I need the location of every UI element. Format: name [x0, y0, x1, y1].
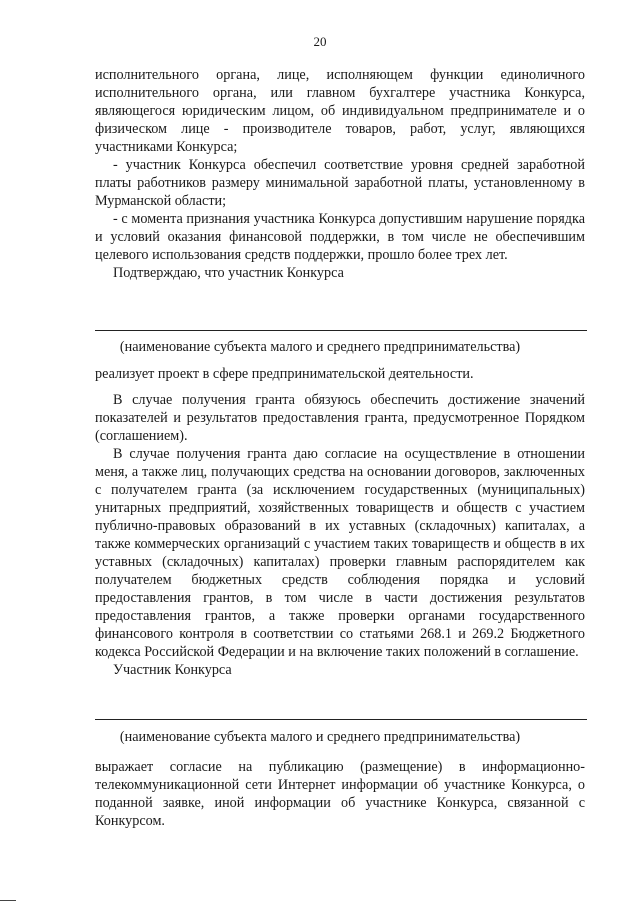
paragraph: реализует проект в сфере предпринимательской деятельности.	[95, 366, 474, 382]
caption-2: (наименование субъекта малого и среднего предпринимательства)	[119, 729, 521, 745]
paragraph: исполнительного органа, лице, исполняющем функции единоличного исполнительного органа, или главном бухгалтере участника Конкурса, являющегося юридическим лицом, об индивидуальном предпринимателе и о физическом лице - производителе товаров, работ, услуг, являющихся участниками Конкурса;	[95, 67, 585, 155]
text-block-2	[95, 365, 585, 679]
paragraph: - с момента признания участника Конкурса допустившим нарушение порядка и условий оказания финансовой поддержки, в том числе не обеспечившим целевого использования средств поддержки, прошло более трех лет.	[95, 211, 585, 263]
paragraph: В случае получения гранта обязуюсь обеспечить достижение значений показателей и результатов предоставления гранта, предусмотренное Порядком (соглашением).	[95, 392, 585, 444]
paragraph: - участник Конкурса обеспечил соответствие уровня средней заработной платы работников размеру минимальной заработной платы, установленному в Мурманской области;	[95, 157, 585, 209]
scan-edge-mark	[0, 900, 16, 901]
caption-1: (наименование субъекта малого и среднего предпринимательства)	[119, 339, 521, 355]
signature-line-1	[95, 330, 587, 331]
paragraph: Подтверждаю, что участник Конкурса	[113, 265, 344, 281]
paragraph: В случае получения гранта даю согласие на осуществление в отношении меня, а также лиц, получающих средства на основании договоров, заключенных с получателем гранта (за исключением государственных (муниципальных) унитарных предприятий, хозяйственных товариществ и обществ с участием публично-правовых образований в их уставных (складочных) капиталах, а также коммерческих организаций с участием таких товариществ и обществ в их уставных (складочных) капиталах) проверки главным распорядителем как получателем бюджетных средств соблюдения порядка и условий предоставления грантов, в том числе в части достижения результатов предоставления грантов, а также проверки органами государственного финансового контроля в соответствии со статьями 268.1 и 269.2 Бюджетного кодекса Российской Федерации и на включение таких положений в соглашение.	[95, 446, 585, 660]
text-block-1	[95, 66, 585, 282]
page-number: 20	[313, 34, 327, 49]
paragraph: выражает согласие на публикацию (размещение) в информационно-телекоммуникационной сети Интернет информации об участнике Конкурса, о поданной заявке, иной информации об участнике Конкурса, связанной с Конкурсом.	[95, 759, 585, 829]
paragraph: Участник Конкурса	[113, 662, 232, 678]
text-block-3	[95, 758, 585, 830]
signature-line-2	[95, 719, 587, 720]
